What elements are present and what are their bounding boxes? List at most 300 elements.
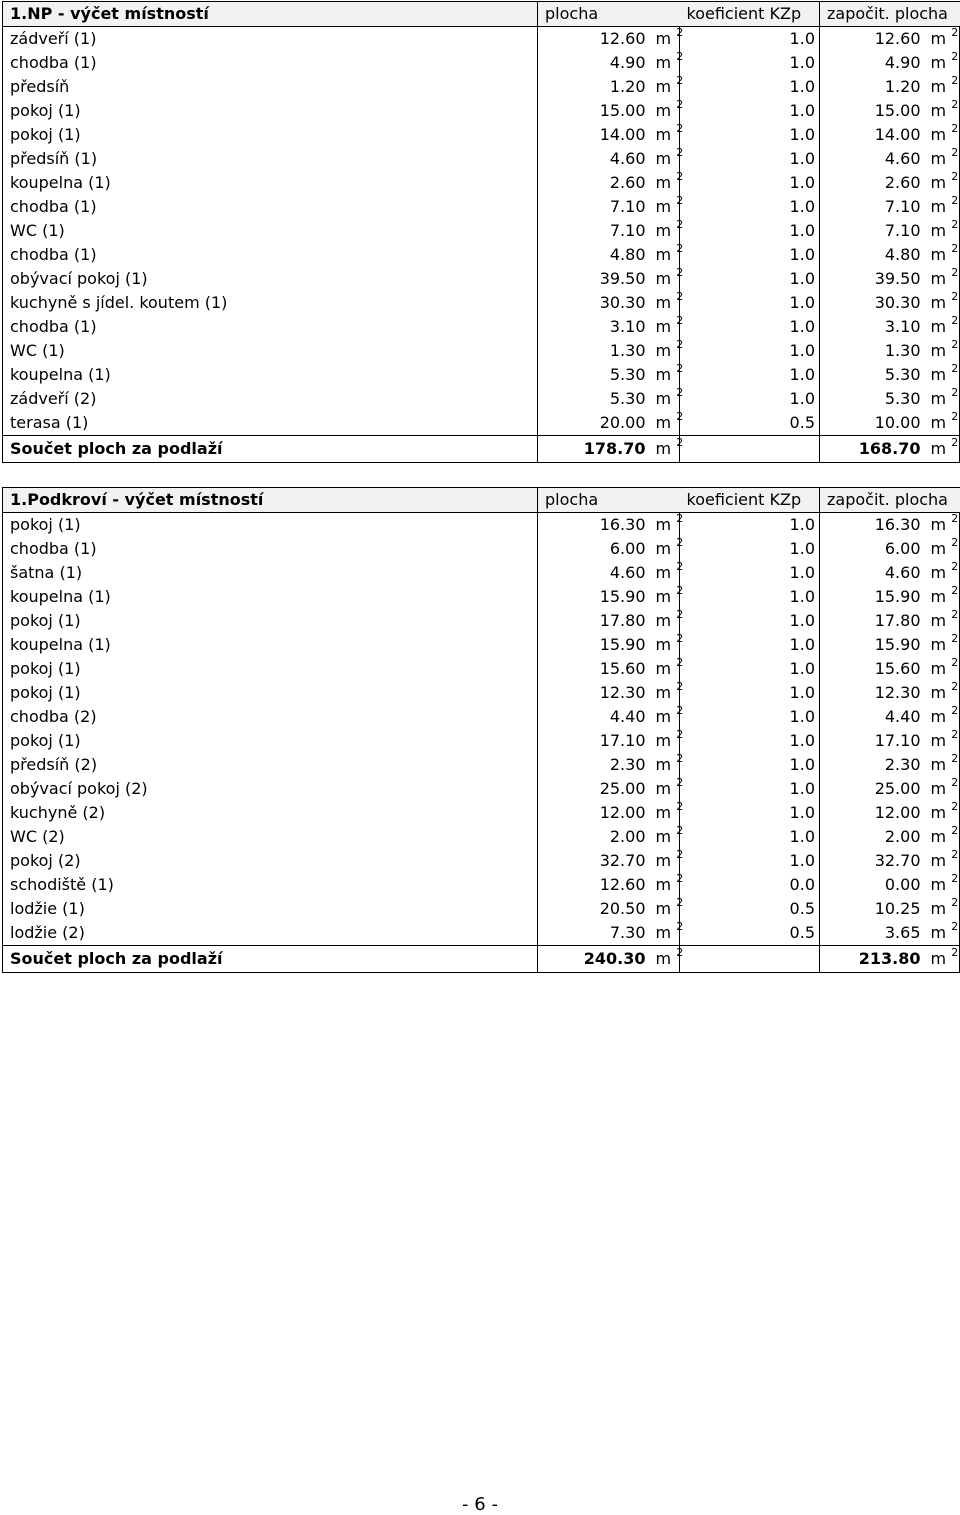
room-counted-area-unit [921, 537, 960, 561]
table-row [3, 99, 960, 123]
table-row [3, 657, 960, 681]
unit-label: m [655, 635, 672, 654]
room-area-unit [646, 703, 684, 729]
room-counted-area: 10.25 [874, 899, 921, 918]
unit-label: m [930, 755, 947, 774]
room-area: 5.30 [609, 365, 646, 384]
room-name: WC (2) [3, 825, 538, 849]
room-counted-area: 4.60 [884, 563, 921, 582]
column-header-area: plocha [538, 2, 680, 27]
room-area-unit [646, 337, 684, 363]
table-row [3, 243, 960, 267]
room-counted-area-unit [921, 387, 960, 411]
room-area: 14.00 [599, 125, 646, 144]
room-area-unit [646, 775, 684, 801]
sum-label: Součet ploch za podlaží [3, 436, 538, 463]
room-area: 12.00 [599, 803, 646, 822]
room-counted-area-unit [921, 921, 960, 946]
unit-exponent: 2 [951, 241, 959, 255]
room-coefficient: 1.0 [680, 123, 820, 147]
table-row [3, 561, 960, 585]
unit-label: m [930, 197, 947, 216]
table-row [3, 537, 960, 561]
unit-label: m [655, 317, 672, 336]
unit-exponent: 2 [951, 337, 959, 351]
unit-exponent: 2 [676, 121, 684, 135]
room-counted-area-unit [921, 609, 960, 633]
room-counted-area-unit [921, 777, 960, 801]
room-name: předsíň (1) [3, 147, 538, 171]
unit-exponent: 2 [676, 511, 684, 525]
unit-label: m [655, 851, 672, 870]
table-row [3, 75, 960, 99]
unit-label: m [930, 827, 947, 846]
room-area-unit [646, 25, 684, 52]
room-coefficient: 1.0 [680, 513, 820, 538]
room-counted-area-unit [921, 315, 960, 339]
unit-label: m [655, 389, 672, 408]
room-coefficient: 1.0 [680, 753, 820, 777]
room-area: 2.00 [609, 827, 646, 846]
room-area-unit [646, 313, 684, 339]
room-counted-area-unit [921, 99, 960, 123]
room-area: 25.00 [599, 779, 646, 798]
room-area-unit [646, 361, 684, 387]
room-counted-area: 2.60 [884, 173, 921, 192]
room-area-unit [646, 751, 684, 777]
unit-label: m [655, 899, 672, 918]
room-counted-area: 15.90 [874, 635, 921, 654]
sum-counted-area-unit [921, 946, 960, 973]
room-area: 15.60 [599, 659, 646, 678]
unit-exponent: 2 [951, 751, 959, 765]
unit-exponent: 2 [951, 313, 959, 327]
room-name: chodba (1) [3, 51, 538, 75]
room-area: 4.40 [609, 707, 646, 726]
room-area-unit [646, 265, 684, 291]
room-counted-area: 3.65 [884, 923, 921, 942]
room-area: 4.60 [609, 149, 646, 168]
unit-label: m [655, 515, 672, 534]
room-counted-area-unit [921, 411, 960, 436]
unit-label: m [930, 341, 947, 360]
room-coefficient: 1.0 [680, 363, 820, 387]
room-coefficient: 1.0 [680, 585, 820, 609]
unit-exponent: 2 [951, 265, 959, 279]
unit-exponent: 2 [951, 655, 959, 669]
section-title: 1.Podkroví - výčet místností [3, 488, 538, 513]
room-coefficient: 1.0 [680, 537, 820, 561]
unit-label: m [930, 803, 947, 822]
unit-label: m [655, 125, 672, 144]
room-coefficient: 1.0 [680, 339, 820, 363]
room-area-unit [646, 49, 684, 75]
unit-exponent: 2 [951, 217, 959, 231]
unit-exponent: 2 [951, 121, 959, 135]
unit-label: m [930, 707, 947, 726]
unit-label: m [930, 245, 947, 264]
unit-exponent: 2 [676, 775, 684, 789]
unit-exponent: 2 [676, 25, 684, 39]
room-counted-area: 12.00 [874, 803, 921, 822]
unit-exponent: 2 [676, 871, 684, 885]
room-coefficient: 1.0 [680, 561, 820, 585]
room-area: 1.20 [609, 77, 646, 96]
table-row [3, 123, 960, 147]
table-row [3, 27, 960, 52]
room-name: předsíň [3, 75, 538, 99]
unit-label: m [655, 77, 672, 96]
room-area-unit [646, 409, 684, 436]
room-name: lodžie (1) [3, 897, 538, 921]
table-row [3, 921, 960, 946]
room-name: chodba (1) [3, 315, 538, 339]
unit-exponent: 2 [676, 607, 684, 621]
column-header-coefficient: koeficient KZp [680, 2, 820, 27]
unit-label: m [655, 683, 672, 702]
unit-exponent: 2 [676, 49, 684, 63]
room-area-unit [646, 169, 684, 195]
table-row [3, 609, 960, 633]
unit-exponent: 2 [951, 25, 959, 39]
column-header-counted-area: započit. plocha [820, 2, 960, 27]
table-row [3, 387, 960, 411]
room-area: 15.90 [599, 587, 646, 606]
unit-exponent: 2 [676, 679, 684, 693]
table-row [3, 171, 960, 195]
sum-area-unit [646, 945, 684, 973]
table-row [3, 753, 960, 777]
room-name: kuchyně (2) [3, 801, 538, 825]
room-coefficient: 1.0 [680, 777, 820, 801]
unit-exponent: 2 [676, 265, 684, 279]
room-area-unit [646, 679, 684, 705]
room-counted-area: 6.00 [884, 539, 921, 558]
unit-exponent: 2 [676, 409, 684, 423]
room-counted-area-unit [921, 147, 960, 171]
room-coefficient: 1.0 [680, 99, 820, 123]
room-counted-area-unit [921, 633, 960, 657]
room-counted-area-unit [921, 75, 960, 99]
unit-label: m [655, 707, 672, 726]
table-row [3, 801, 960, 825]
room-area: 2.30 [609, 755, 646, 774]
room-counted-area: 5.30 [884, 365, 921, 384]
unit-label: m [655, 29, 672, 48]
room-counted-area: 1.20 [884, 77, 921, 96]
room-counted-area: 4.60 [884, 149, 921, 168]
unit-exponent: 2 [676, 217, 684, 231]
room-coefficient: 1.0 [680, 729, 820, 753]
unit-label: m [655, 221, 672, 240]
room-area-unit [646, 385, 684, 411]
unit-exponent: 2 [951, 679, 959, 693]
unit-exponent: 2 [951, 193, 959, 207]
unit-exponent: 2 [951, 727, 959, 741]
unit-label: m [930, 635, 947, 654]
room-coefficient: 1.0 [680, 681, 820, 705]
room-name: kuchyně s jídel. koutem (1) [3, 291, 538, 315]
unit-label: m [655, 539, 672, 558]
unit-exponent: 2 [676, 847, 684, 861]
room-name: pokoj (1) [3, 99, 538, 123]
room-coefficient: 0.5 [680, 897, 820, 921]
room-name: koupelna (1) [3, 363, 538, 387]
unit-exponent: 2 [676, 535, 684, 549]
room-area-unit [646, 607, 684, 633]
unit-exponent: 2 [676, 361, 684, 375]
room-area: 7.10 [609, 197, 646, 216]
table-row [3, 729, 960, 753]
unit-label: m [655, 269, 672, 288]
unit-exponent: 2 [676, 895, 684, 909]
room-counted-area-unit [921, 243, 960, 267]
room-coefficient: 1.0 [680, 315, 820, 339]
table-row [3, 513, 960, 538]
room-counted-area-unit [921, 681, 960, 705]
room-coefficient: 1.0 [680, 243, 820, 267]
sum-counted-area: 168.70 [820, 436, 921, 463]
room-name: pokoj (1) [3, 513, 538, 538]
table-row [3, 339, 960, 363]
table-sum-row [3, 436, 960, 463]
sum-counted-area: 213.80 [820, 946, 921, 973]
room-counted-area: 4.80 [884, 245, 921, 264]
room-coefficient: 1.0 [680, 633, 820, 657]
room-name: lodžie (2) [3, 921, 538, 946]
room-area-unit [646, 583, 684, 609]
room-counted-area: 39.50 [874, 269, 921, 288]
unit-exponent: 2 [951, 169, 959, 183]
unit-exponent: 2 [676, 73, 684, 87]
table-row [3, 681, 960, 705]
room-area: 12.60 [599, 875, 646, 894]
unit-label: m [655, 875, 672, 894]
unit-label: m [655, 439, 672, 458]
room-coefficient: 1.0 [680, 825, 820, 849]
table-row [3, 147, 960, 171]
table-row [3, 291, 960, 315]
unit-label: m [655, 341, 672, 360]
room-area: 1.30 [609, 341, 646, 360]
table-row [3, 633, 960, 657]
table-row [3, 363, 960, 387]
room-counted-area: 7.10 [884, 197, 921, 216]
room-name: zádveří (2) [3, 387, 538, 411]
room-coefficient: 0.5 [680, 411, 820, 436]
room-name: pokoj (1) [3, 729, 538, 753]
unit-label: m [655, 197, 672, 216]
room-counted-area: 4.40 [884, 707, 921, 726]
room-area-unit [646, 289, 684, 315]
room-counted-area: 2.30 [884, 755, 921, 774]
room-name: předsíň (2) [3, 753, 538, 777]
sum-coefficient-empty [680, 436, 820, 463]
room-name: WC (1) [3, 339, 538, 363]
unit-label: m [930, 413, 947, 432]
unit-label: m [655, 365, 672, 384]
room-counted-area: 10.00 [874, 413, 921, 432]
table-header-row [3, 488, 960, 513]
room-coefficient: 1.0 [680, 291, 820, 315]
unit-label: m [655, 101, 672, 120]
unit-label: m [930, 125, 947, 144]
unit-exponent: 2 [676, 703, 684, 717]
room-area-unit [646, 535, 684, 561]
room-counted-area-unit [921, 753, 960, 777]
table-row [3, 51, 960, 75]
unit-label: m [930, 539, 947, 558]
unit-exponent: 2 [951, 511, 959, 525]
room-counted-area: 12.60 [874, 29, 921, 48]
room-area-unit [646, 193, 684, 219]
unit-label: m [655, 563, 672, 582]
room-counted-area: 32.70 [874, 851, 921, 870]
room-counted-area-unit [921, 657, 960, 681]
table-row [3, 315, 960, 339]
room-area: 15.90 [599, 635, 646, 654]
room-counted-area: 25.00 [874, 779, 921, 798]
table-row [3, 873, 960, 897]
room-counted-area-unit [921, 561, 960, 585]
unit-label: m [930, 683, 947, 702]
room-name: pokoj (1) [3, 657, 538, 681]
room-area: 17.10 [599, 731, 646, 750]
room-area-unit [646, 727, 684, 753]
column-header-counted-area: započit. plocha [820, 488, 960, 513]
unit-exponent: 2 [951, 361, 959, 375]
table-row [3, 411, 960, 436]
unit-exponent: 2 [951, 945, 959, 959]
room-counted-area: 1.30 [884, 341, 921, 360]
unit-exponent: 2 [676, 583, 684, 597]
room-area: 4.60 [609, 563, 646, 582]
room-area: 20.00 [599, 413, 646, 432]
room-area: 39.50 [599, 269, 646, 288]
unit-label: m [655, 293, 672, 312]
room-area: 30.30 [599, 293, 646, 312]
unit-exponent: 2 [951, 847, 959, 861]
room-area: 3.10 [609, 317, 646, 336]
unit-exponent: 2 [951, 535, 959, 549]
unit-label: m [930, 439, 947, 458]
room-name: obývací pokoj (2) [3, 777, 538, 801]
room-counted-area-unit [921, 219, 960, 243]
room-name: šatna (1) [3, 561, 538, 585]
page-number: - 6 - [462, 1494, 498, 1515]
room-counted-area-unit [921, 27, 960, 52]
unit-label: m [930, 77, 947, 96]
room-name: obývací pokoj (1) [3, 267, 538, 291]
unit-exponent: 2 [676, 289, 684, 303]
unit-label: m [930, 779, 947, 798]
room-name: pokoj (1) [3, 123, 538, 147]
room-area-unit [646, 217, 684, 243]
room-coefficient: 1.0 [680, 801, 820, 825]
room-coefficient: 1.0 [680, 51, 820, 75]
room-area: 7.30 [609, 923, 646, 942]
unit-label: m [655, 803, 672, 822]
room-counted-area-unit [921, 51, 960, 75]
room-area-unit [646, 823, 684, 849]
room-name: chodba (1) [3, 243, 538, 267]
unit-label: m [930, 563, 947, 582]
room-counted-area-unit [921, 873, 960, 897]
room-counted-area-unit [921, 171, 960, 195]
unit-exponent: 2 [951, 385, 959, 399]
unit-exponent: 2 [676, 823, 684, 837]
unit-exponent: 2 [676, 945, 684, 959]
room-coefficient: 1.0 [680, 267, 820, 291]
unit-label: m [930, 101, 947, 120]
room-table-body [3, 488, 960, 973]
room-counted-area-unit [921, 195, 960, 219]
table-row [3, 849, 960, 873]
unit-exponent: 2 [676, 337, 684, 351]
unit-label: m [655, 755, 672, 774]
room-counted-area-unit [921, 849, 960, 873]
room-name: schodiště (1) [3, 873, 538, 897]
room-area: 17.80 [599, 611, 646, 630]
room-area: 20.50 [599, 899, 646, 918]
unit-label: m [930, 221, 947, 240]
unit-label: m [930, 53, 947, 72]
room-area-unit [646, 97, 684, 123]
room-area-unit [646, 919, 684, 946]
unit-label: m [655, 413, 672, 432]
unit-label: m [930, 293, 947, 312]
unit-exponent: 2 [951, 49, 959, 63]
room-area-unit [646, 241, 684, 267]
room-name: koupelna (1) [3, 585, 538, 609]
room-counted-area: 30.30 [874, 293, 921, 312]
unit-label: m [655, 53, 672, 72]
table-row [3, 705, 960, 729]
room-counted-area: 7.10 [884, 221, 921, 240]
room-coefficient: 1.0 [680, 195, 820, 219]
room-counted-area-unit [921, 801, 960, 825]
unit-exponent: 2 [951, 97, 959, 111]
table-row [3, 219, 960, 243]
unit-exponent: 2 [951, 919, 959, 933]
room-area-unit [646, 847, 684, 873]
unit-exponent: 2 [951, 435, 959, 449]
table-row [3, 267, 960, 291]
room-coefficient: 0.0 [680, 873, 820, 897]
room-coefficient: 1.0 [680, 75, 820, 99]
room-area-unit [646, 895, 684, 921]
unit-exponent: 2 [951, 775, 959, 789]
unit-exponent: 2 [676, 169, 684, 183]
room-coefficient: 1.0 [680, 657, 820, 681]
sum-label: Součet ploch za podlaží [3, 946, 538, 973]
unit-label: m [930, 731, 947, 750]
room-counted-area-unit [921, 897, 960, 921]
unit-label: m [930, 365, 947, 384]
room-counted-area-unit [921, 825, 960, 849]
unit-exponent: 2 [951, 607, 959, 621]
room-table-podkrovi [2, 487, 960, 973]
room-counted-area: 15.00 [874, 101, 921, 120]
room-counted-area-unit [921, 291, 960, 315]
unit-exponent: 2 [676, 435, 684, 449]
room-counted-area-unit [921, 123, 960, 147]
unit-label: m [930, 949, 947, 968]
room-table-body [3, 2, 960, 463]
sum-counted-area-unit [921, 436, 960, 463]
room-name: pokoj (1) [3, 681, 538, 705]
unit-label: m [655, 173, 672, 192]
